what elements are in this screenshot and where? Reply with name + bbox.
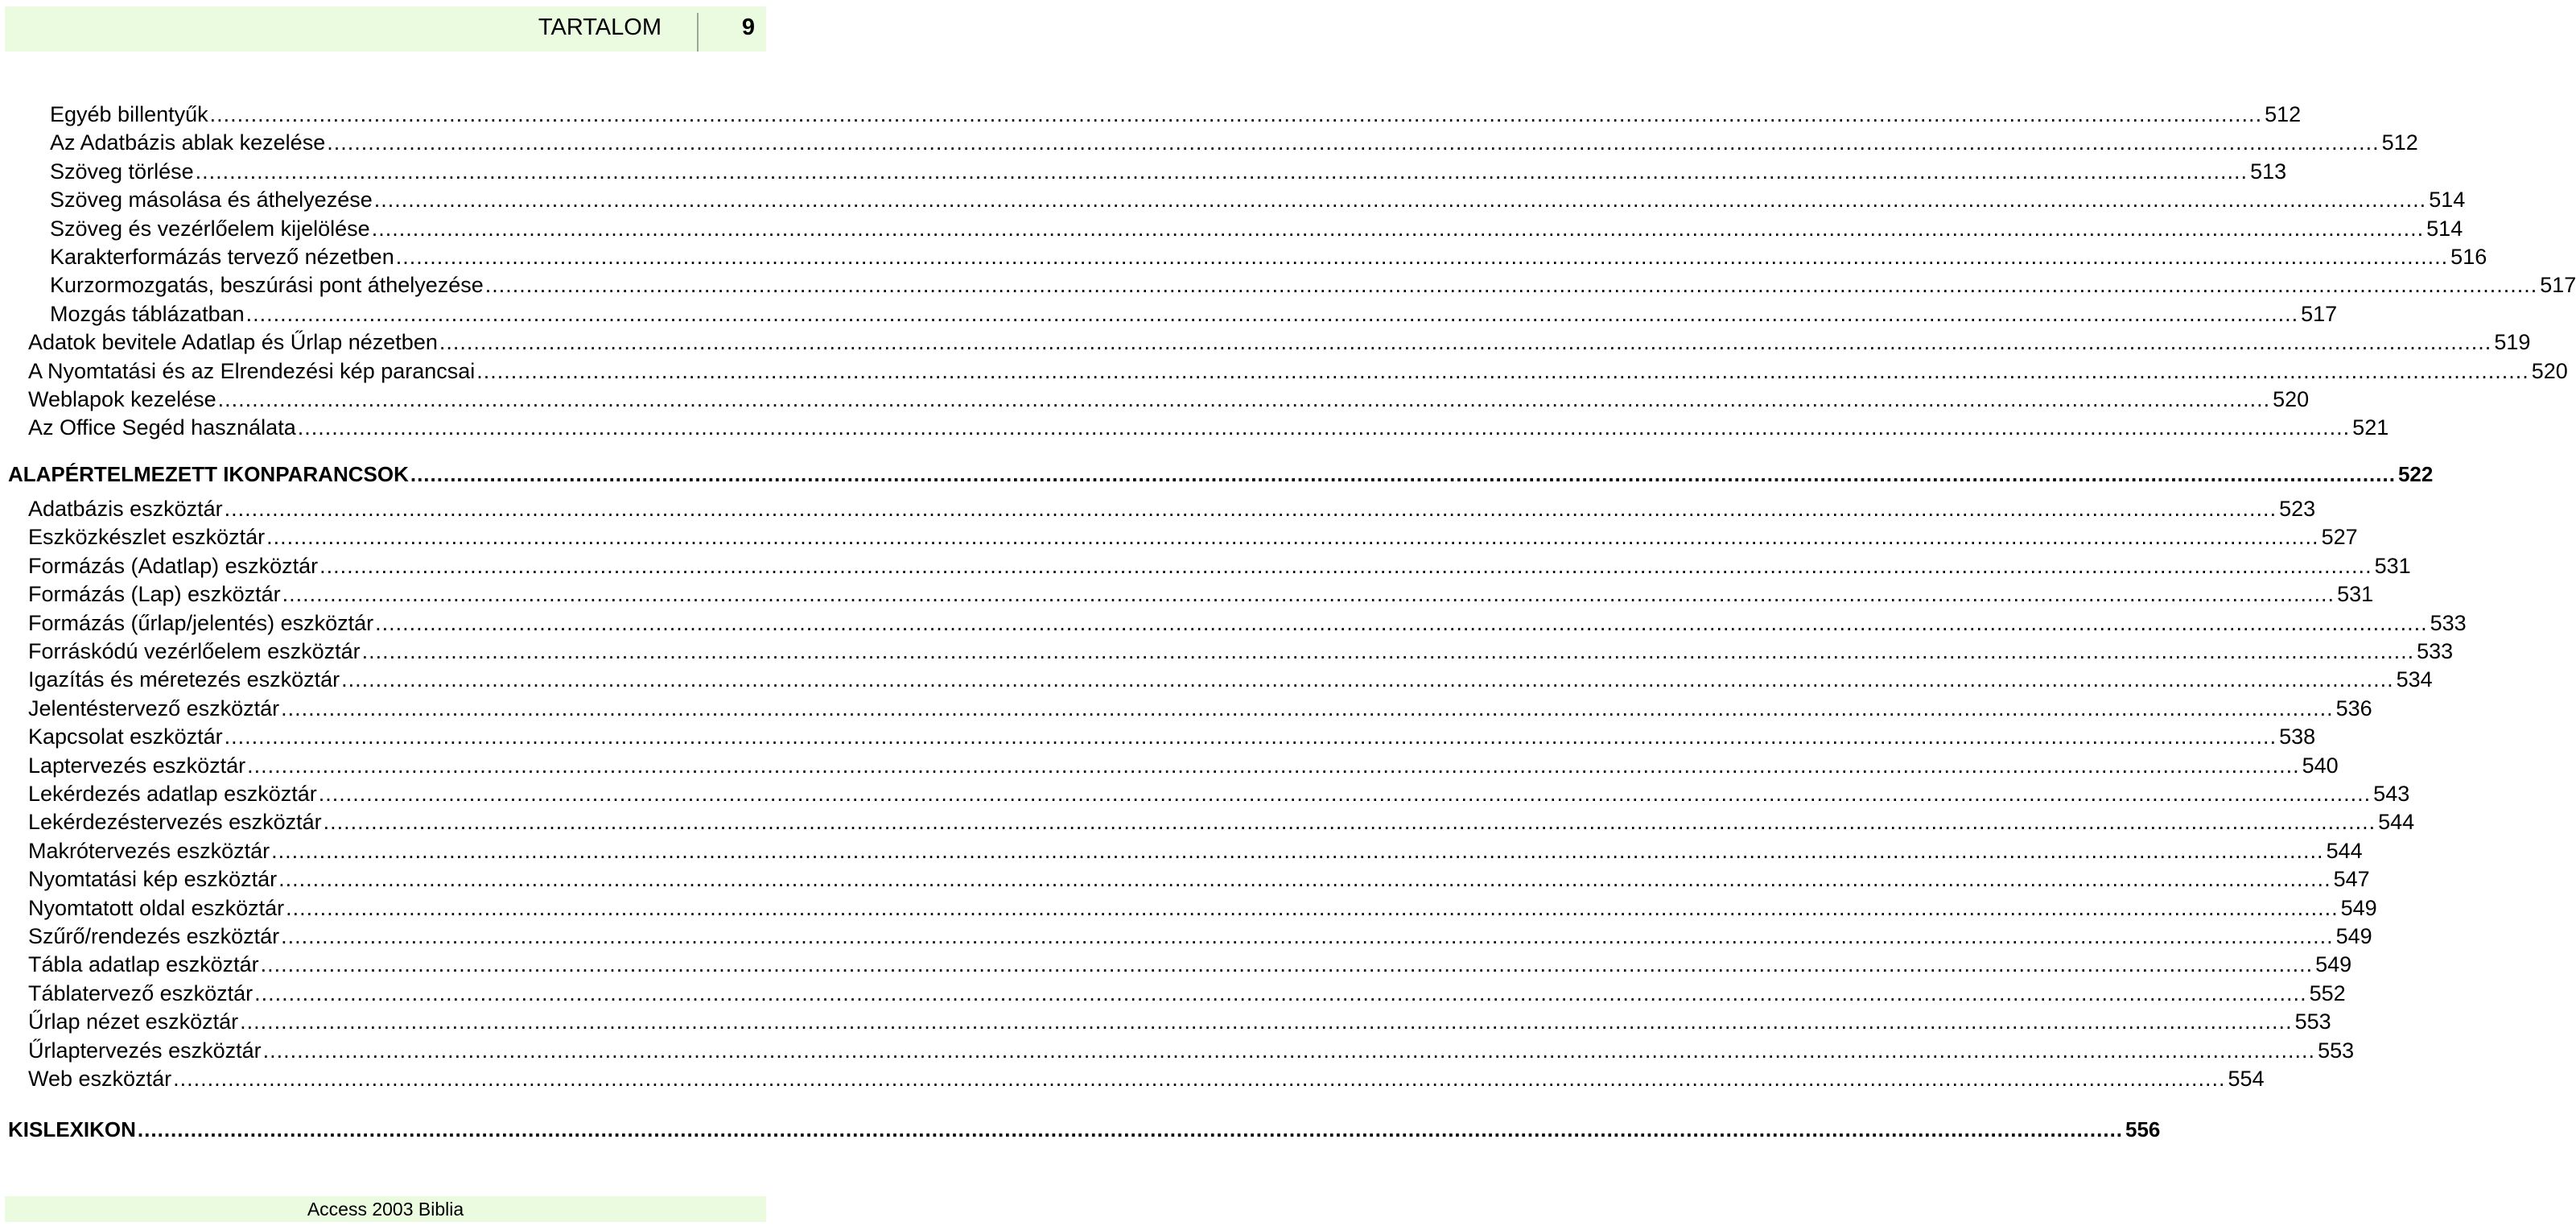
toc-entry <box>0 723 2316 751</box>
toc-dot-leader: ............................................................................................................................................................................................................................................................................................................ <box>173 1066 2226 1091</box>
toc-entry-page: 517 <box>2301 301 2338 326</box>
toc-section-entry <box>0 1116 2161 1144</box>
toc-entry-page: 540 <box>2302 753 2339 778</box>
toc-entry-label: Nyomtatási kép eszköztár <box>28 867 278 892</box>
toc-dot-leader: ............................................................................................................................................................................................................................................................................................................ <box>410 461 2396 486</box>
toc-dot-leader: ............................................................................................................................................................................................................................................................................................................ <box>224 497 2277 522</box>
toc-dot-leader: ............................................................................................................................................................................................................................................................................................................ <box>476 358 2529 383</box>
toc-entry-page: 549 <box>2335 923 2372 948</box>
toc-entry <box>0 865 2370 894</box>
toc-entry <box>0 695 2372 723</box>
toc-entry <box>0 1037 2355 1065</box>
toc-dot-leader: ............................................................................................................................................................................................................................................................................................................ <box>439 330 2492 355</box>
toc-entry <box>0 523 2358 551</box>
toc-entry <box>0 1065 2265 1093</box>
toc-dot-leader: ............................................................................................................................................................................................................................................................................................................ <box>323 810 2376 835</box>
toc-section-entry <box>0 460 2434 489</box>
toc-entry-page: 513 <box>2250 159 2287 184</box>
toc-entry-page: 538 <box>2279 724 2316 749</box>
header-page-number: 9 <box>741 14 755 40</box>
toc-entry <box>0 101 2302 129</box>
toc-dot-leader: ............................................................................................................................................................................................................................................................................................................ <box>245 301 2299 326</box>
toc-dot-leader: ............................................................................................................................................................................................................................................................................................................ <box>266 525 2319 550</box>
toc-entry-label: Eszközkészlet eszköztár <box>28 525 266 550</box>
toc-entry-label: ALAPÉRTELMEZETT IKONPARANCSOK <box>8 461 409 486</box>
toc-entry-page: 516 <box>2450 244 2487 269</box>
toc-entry-label: Szöveg törlése <box>50 159 194 184</box>
toc-entry <box>0 414 2389 442</box>
toc-entry-page: 514 <box>2426 216 2463 241</box>
toc-dot-leader: ............................................................................................................................................................................................................................................................................................................ <box>195 159 2248 184</box>
toc-entry-label: Egyéb billentyűk <box>50 102 208 126</box>
toc-entry-page: 549 <box>2340 895 2377 920</box>
toc-entry-label: Tábla adatlap eszköztár <box>28 952 259 977</box>
toc-entry-label: Lekérdezés adatlap eszköztár <box>28 781 317 806</box>
toc-dot-leader: ............................................................................................................................................................................................................................................................................................................ <box>297 415 2351 440</box>
toc-dot-leader: ............................................................................................................................................................................................................................................................................................................ <box>278 867 2331 892</box>
toc-dot-leader: ............................................................................................................................................................................................................................................................................................................ <box>217 386 2271 411</box>
toc-entry-page: 512 <box>2381 130 2418 155</box>
toc-dot-leader: ............................................................................................................................................................................................................................................................................................................ <box>484 273 2538 298</box>
toc-entry-page: 534 <box>2396 667 2433 692</box>
toc-entry-page: 544 <box>2378 810 2415 835</box>
toc-entry-page: 523 <box>2279 497 2316 522</box>
toc-entry-label: Az Office Segéd használata <box>28 415 296 440</box>
toc-entry-label: Karakterformázás tervező nézetben <box>50 244 394 269</box>
toc-dot-leader: ............................................................................................................................................................................................................................................................................................................ <box>224 724 2277 749</box>
toc-dot-leader: ............................................................................................................................................................................................................................................................................................................ <box>395 244 2449 269</box>
toc-entry <box>0 271 2576 299</box>
toc-entry-label: Nyomtatott oldal eszköztár <box>28 895 285 920</box>
toc-entry-page: 543 <box>2373 781 2410 806</box>
toc-dot-leader: ............................................................................................................................................................................................................................................................................................................ <box>209 102 2263 126</box>
toc-entry <box>0 328 2531 357</box>
toc-entry-label: Lekérdezéstervezés eszköztár <box>28 810 322 835</box>
toc-dot-leader: ............................................................................................................................................................................................................................................................................................................ <box>319 553 2372 578</box>
toc-entry <box>0 300 2338 328</box>
toc-dot-leader: ............................................................................................................................................................................................................................................................................................................ <box>260 952 2314 977</box>
header-divider <box>697 13 699 52</box>
toc-dot-leader: ............................................................................................................................................................................................................................................................................................................ <box>254 980 2307 1005</box>
toc-entry <box>0 752 2339 780</box>
toc-entry-page: 522 <box>2397 461 2434 486</box>
toc-dot-leader: ............................................................................................................................................................................................................................................................................................................ <box>247 753 2300 778</box>
toc-entry-label: Jelentéstervező eszköztár <box>28 696 280 720</box>
toc-entry <box>0 609 2467 638</box>
toc-dot-leader: ............................................................................................................................................................................................................................................................................................................ <box>282 582 2335 607</box>
toc-entry-page: 520 <box>2531 358 2568 383</box>
toc-entry-page: 552 <box>2309 980 2346 1005</box>
toc-dot-leader: ............................................................................................................................................................................................................................................................................................................ <box>281 923 2334 948</box>
toc-entry <box>0 808 2415 836</box>
toc-entry-page: 514 <box>2429 188 2466 213</box>
toc-entry <box>0 129 2418 157</box>
toc-dot-leader: ............................................................................................................................................................................................................................................................................................................ <box>327 130 2380 155</box>
toc-dot-leader: ............................................................................................................................................................................................................................................................................................................ <box>341 667 2394 692</box>
toc-entry <box>0 186 2466 214</box>
toc-entry <box>0 243 2487 271</box>
toc-entry-page: 544 <box>2326 838 2363 863</box>
toc-entry-page: 517 <box>2540 273 2576 298</box>
toc-entry-label: A Nyomtatási és az Elrendezési kép parancsai <box>28 358 476 383</box>
table-of-contents <box>0 101 2576 1151</box>
toc-entry-label: Formázás (Adatlap) eszköztár <box>28 553 319 578</box>
toc-entry-label: Web eszköztár <box>28 1066 172 1091</box>
toc-entry <box>0 215 2463 243</box>
toc-entry-page: 521 <box>2352 415 2389 440</box>
toc-dot-leader: ............................................................................................................................................................................................................................................................................................................ <box>373 188 2427 213</box>
toc-entry <box>0 980 2346 1008</box>
page-footer <box>5 1196 766 1222</box>
toc-entry-label: Forráskódú vezérlőelem eszköztár <box>28 639 361 664</box>
toc-entry <box>0 666 2433 694</box>
toc-dot-leader: ............................................................................................................................................................................................................................................................................................................ <box>281 696 2334 720</box>
toc-entry-label: Mozgás táblázatban <box>50 301 245 326</box>
toc-dot-leader: ............................................................................................................................................................................................................................................................................................................ <box>240 1009 2293 1034</box>
toc-dot-leader: ............................................................................................................................................................................................................................................................................................................ <box>318 781 2372 806</box>
toc-entry-page: 549 <box>2315 952 2352 977</box>
toc-entry <box>0 638 2454 666</box>
toc-entry-page: 553 <box>2294 1009 2331 1034</box>
toc-dot-leader: ............................................................................................................................................................................................................................................................................................................ <box>371 216 2425 241</box>
toc-entry-label: Szöveg és vezérlőelem kijelölése <box>50 216 370 241</box>
toc-entry-page: 533 <box>2430 610 2467 635</box>
toc-entry <box>0 780 2410 808</box>
toc-entry-label: Táblatervező eszköztár <box>28 980 253 1005</box>
toc-entry <box>0 552 2411 580</box>
toc-entry-label: Igazítás és méretezés eszköztár <box>28 667 340 692</box>
toc-entry-label: Adatok bevitele Adatlap és Űrlap nézetben <box>28 330 438 355</box>
toc-entry-label: Formázás (űrlap/jelentés) eszköztár <box>28 610 374 635</box>
toc-entry <box>0 580 2374 609</box>
toc-entry-page: 533 <box>2417 639 2454 664</box>
toc-entry <box>0 495 2316 523</box>
toc-dot-leader: ............................................................................................................................................................................................................................................................................................................ <box>375 610 2428 635</box>
toc-entry-page: 512 <box>2265 102 2302 126</box>
toc-entry <box>0 837 2363 865</box>
toc-entry-page: 527 <box>2321 525 2358 550</box>
toc-dot-leader: ............................................................................................................................................................................................................................................................................................................ <box>271 838 2324 863</box>
toc-entry-label: Űrlap nézet eszköztár <box>28 1009 239 1034</box>
toc-entry <box>0 1008 2331 1036</box>
toc-entry-page: 536 <box>2335 696 2372 720</box>
toc-dot-leader: ............................................................................................................................................................................................................................................................................................................ <box>286 895 2339 920</box>
toc-entry <box>0 923 2372 951</box>
toc-entry-page: 519 <box>2494 330 2531 355</box>
toc-entry-page: 547 <box>2333 867 2370 892</box>
toc-dot-leader: ............................................................................................................................................................................................................................................................................................................ <box>262 1038 2316 1063</box>
toc-entry <box>0 894 2377 923</box>
toc-entry-label: Adatbázis eszköztár <box>28 497 223 522</box>
toc-entry-page: 556 <box>2125 1117 2161 1142</box>
toc-entry-label: Szöveg másolása és áthelyezése <box>50 188 373 213</box>
toc-entry-label: Kurzormozgatás, beszúrási pont áthelyezése <box>50 273 484 298</box>
toc-entry-label: Szűrő/rendezés eszköztár <box>28 923 280 948</box>
toc-entry-page: 553 <box>2318 1038 2355 1063</box>
toc-entry-label: Kapcsolat eszköztár <box>28 724 223 749</box>
toc-entry-label: Makrótervezés eszköztár <box>28 838 270 863</box>
toc-entry <box>0 386 2310 414</box>
toc-entry <box>0 357 2568 386</box>
toc-entry-page: 531 <box>2374 553 2411 578</box>
toc-entry-label: Formázás (Lap) eszköztár <box>28 582 281 607</box>
toc-entry <box>0 158 2287 186</box>
header-title: TARTALOM <box>538 14 662 40</box>
toc-entry-label: Űrlaptervezés eszköztár <box>28 1038 262 1063</box>
toc-entry-label: KISLEXIKON <box>8 1117 136 1142</box>
toc-entry-label: Laptervezés eszköztár <box>28 753 246 778</box>
toc-entry-label: Az Adatbázis ablak kezelése <box>50 130 326 155</box>
toc-dot-leader: ............................................................................................................................................................................................................................................................................................................ <box>137 1117 2124 1142</box>
toc-dot-leader: ............................................................................................................................................................................................................................................................................................................ <box>361 639 2415 664</box>
page-header <box>5 6 766 52</box>
toc-entry-page: 520 <box>2273 386 2310 411</box>
toc-entry-page: 554 <box>2228 1066 2265 1091</box>
toc-entry-page: 531 <box>2337 582 2374 607</box>
toc-entry <box>0 951 2352 979</box>
toc-entry-label: Weblapok kezelése <box>28 386 216 411</box>
footer-text: Access 2003 Biblia <box>307 1199 464 1220</box>
